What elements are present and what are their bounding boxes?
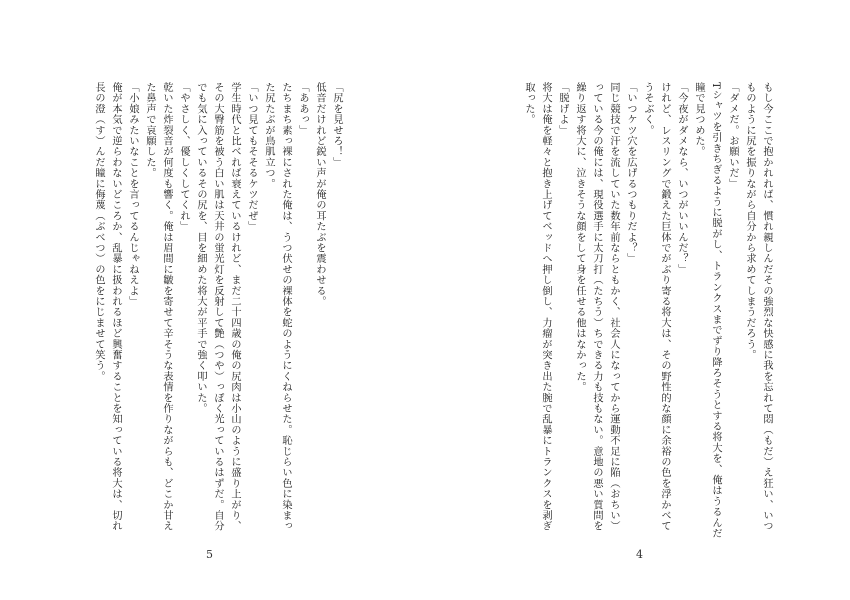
page-number: 4	[636, 548, 643, 561]
paragraph: 「今夜がダメなら、いつがいいんだ？」	[676, 82, 687, 275]
paragraph: 同じ競技で汗を流していた数年前ならともかく、社会人になってから運動不足に陥（おちい）っている今の俺には、現役選手に太刀打（たちう）ちできる力も技もない。意地の悪い質問を繰り返す将大に、泣きそうな顔をして身を任せる他はなかった。	[574, 82, 619, 532]
paragraph: 「小娘みたいなことを言ってるんじゃねえよ」	[127, 82, 138, 307]
paragraph: もし今ここで抱かれれば、慣れ親しんだその強烈な快感に我を忘れて悶（もだ）え狂い、いつものように尻を振りながら自分から求めてしまうだろう。	[744, 82, 772, 532]
paragraph: 「尻を見せろ！」	[331, 82, 342, 168]
paragraph: 「脱げよ」	[557, 82, 568, 136]
paragraph: たちまち素っ裸にされた俺は、うつ伏せの裸体を蛇のようにくねらせた。恥じらい色に染まった尻たぶが鳥肌立つ。	[263, 82, 291, 532]
left-page-text	[80, 82, 345, 542]
paragraph: 「ダメだ。お願いだ」	[727, 82, 738, 189]
paragraph: 俺が本気で逆らわないどころか、乱暴に扱われるほど興奮することを知っている将大は、切れ長の澄（す）んだ瞳に侮蔑（ぶべつ）の色をにじませて笑う。	[93, 82, 121, 532]
right-page-text	[510, 82, 775, 542]
right-page	[425, 0, 850, 600]
paragraph: 「やさしく、優しくしてくれ」	[178, 82, 189, 232]
page-number: 5	[206, 548, 213, 561]
paragraph: 「いつ見てもそそるケツだぜ」	[246, 82, 257, 232]
paragraph: 「ああっ」	[297, 82, 308, 136]
paragraph: 低音だけれど鋭い声が俺の耳たぶを震わせる。	[314, 82, 325, 307]
paragraph: 学生時代と比べれば衰えているけれど、まだ二十四歳の俺の尻肉は小山のように盛り上がり、その大臀筋を被う白い肌は天井の蛍光灯を反射して艶（つや）っぽく光っているはずだ。自分でも気に入っているその尻を、目を細めた将大が平手で強く叩いた。	[195, 82, 240, 532]
paragraph: 将大は俺を軽々と抱き上げてベッドへ押し倒し、力瘤が突き出た腕で乱暴にトランクスを剥ぎ取った。	[523, 82, 551, 532]
paragraph: Tシャツを引きちぎるように脱がし、トランクスまでずり降ろそうとする将大を、俺はうるんだ瞳で見つめた。	[693, 82, 721, 539]
paragraph: 「いつケツ穴を広げるつもりだよ？」	[625, 82, 636, 264]
paragraph: けれど、レスリングで鍛えた巨体でがぶり寄る将大は、その野性的な顔に余裕の色を浮かべてうそぶく。	[642, 82, 670, 532]
paragraph: 乾いた炸裂音が何度も響く。俺は眉間に皺を寄せて辛そうな表情を作りながらも、どこか甘えた鼻声で哀願した。	[144, 82, 172, 532]
